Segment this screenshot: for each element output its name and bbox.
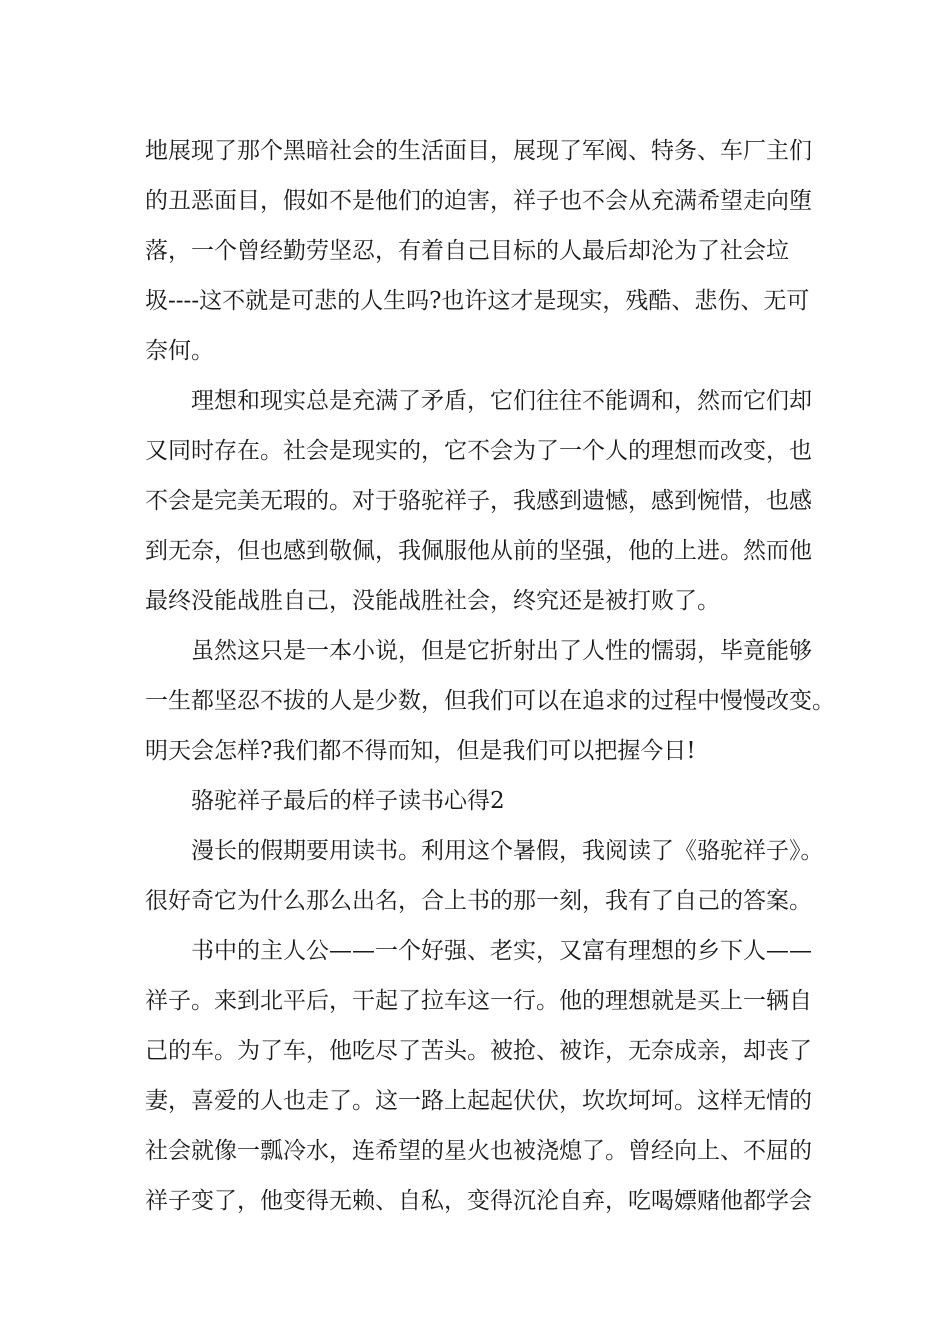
text-line: 己的车。为了车，他吃尽了苦头。被抢、被诈，无奈成亲，却丧了 — [145, 1038, 812, 1064]
text-line: 不会是完美无瑕的。对于骆驼祥子，我感到遗憾，感到惋惜，也感 — [145, 488, 812, 514]
text-line: 地展现了那个黑暗社会的生活面目，展现了军阀、特务、车厂主们 — [145, 138, 812, 164]
text-line: 明天会怎样?我们都不得而知，但是我们可以把握今日! — [145, 738, 696, 764]
text-line: 落，一个曾经勤劳坚忍，有着自己目标的人最后却沦为了社会垃 — [145, 238, 789, 264]
text-line: 祥子变了，他变得无赖、自私，变得沉沦自弃，吃喝嫖赌他都学会 — [145, 1188, 812, 1214]
section-heading: 骆驼祥子最后的样子读书心得2 — [191, 788, 505, 814]
text-line: 到无奈，但也感到敬佩，我佩服他从前的坚强，他的上进。然而他 — [145, 538, 812, 564]
text-line: 妻，喜爱的人也走了。这一路上起起伏伏，坎坎坷坷。这样无情的 — [145, 1088, 812, 1114]
text-line: 祥子。来到北平后，干起了拉车这一行。他的理想就是买上一辆自 — [145, 988, 812, 1014]
text-line: 的丑恶面目，假如不是他们的迫害，祥子也不会从充满希望走向堕 — [145, 188, 812, 214]
text-line: 圾----这不就是可悲的人生吗?也许这才是现实，残酷、悲伤、无可 — [145, 288, 810, 314]
text-line: 一生都坚忍不拔的人是少数，但我们可以在追求的过程中慢慢改变。 — [145, 688, 835, 714]
text-line: 又同时存在。社会是现实的，它不会为了一个人的理想而改变，也 — [145, 438, 812, 464]
text-line: 社会就像一瓢冷水，连希望的星火也被浇熄了。曾经向上、不屈的 — [145, 1138, 812, 1164]
text-line: 最终没能战胜自己，没能战胜社会，终究还是被打败了。 — [145, 588, 720, 614]
paragraph-start-line: 书中的主人公——一个好强、老实，又富有理想的乡下人—— — [191, 938, 812, 964]
paragraph-start-line: 虽然这只是一本小说，但是它折射出了人性的懦弱，毕竟能够 — [191, 638, 812, 664]
paragraph-start-line: 理想和现实总是充满了矛盾，它们往往不能调和，然而它们却 — [191, 388, 812, 414]
text-line: 奈何。 — [145, 338, 214, 364]
text-line: 很好奇它为什么那么出名，合上书的那一刻，我有了自己的答案。 — [145, 888, 812, 914]
paragraph-start-line: 漫长的假期要用读书。利用这个暑假，我阅读了《骆驼祥子》。 — [191, 838, 824, 864]
